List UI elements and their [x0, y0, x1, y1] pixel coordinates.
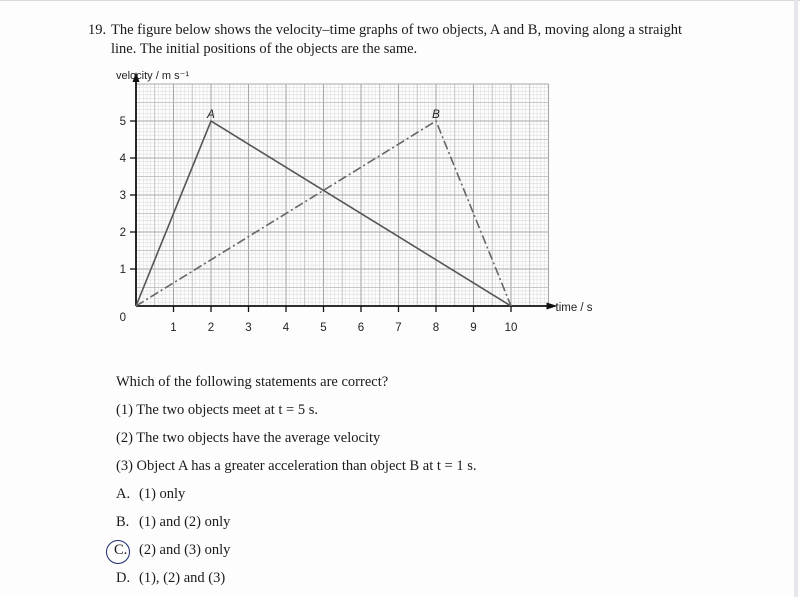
- x-tick-label: 10: [504, 322, 518, 334]
- y-tick-label: 1: [119, 264, 126, 276]
- x-tick-label: 1: [170, 322, 177, 334]
- question-text-line-1: The figure below shows the velocity–time graphs of two objects, A and B, moving along a straight: [111, 22, 683, 38]
- x-tick-label: 7: [395, 322, 402, 334]
- x-tick-label: 6: [357, 322, 365, 334]
- option-a-letter[interactable]: A.: [116, 486, 131, 502]
- statement-1: (1) The two objects meet at t = 5 s.: [116, 402, 319, 418]
- question-number: 19.: [88, 22, 107, 38]
- y-tick-label: 4: [119, 153, 126, 165]
- option-c-letter[interactable]: C.: [114, 542, 128, 558]
- series-label-b: B: [432, 109, 440, 121]
- option-b-letter[interactable]: B.: [116, 514, 130, 530]
- option-c-text[interactable]: (2) and (3) only: [139, 542, 231, 558]
- x-tick-label: 2: [207, 322, 215, 334]
- question-prompt: Which of the following statements are correct?: [116, 374, 389, 390]
- option-d-letter[interactable]: D.: [116, 570, 131, 586]
- question-text-line-2: line. The initial positions of the objects are the same.: [111, 41, 418, 57]
- option-a-text[interactable]: (1) only: [139, 486, 186, 502]
- x-tick-label: 4: [282, 322, 290, 334]
- x-tick-label: 5: [320, 322, 327, 334]
- x-axis-label: time / s: [555, 302, 593, 314]
- y-axis-label: velocity / m s⁻¹: [116, 70, 190, 82]
- x-tick-label: 9: [470, 322, 477, 334]
- y-tick-label: 2: [119, 227, 126, 239]
- statement-3: (3) Object A has a greater acceleration than object B at t = 1 s.: [116, 458, 477, 474]
- y-tick-label: 5: [119, 116, 126, 128]
- option-b-text[interactable]: (1) and (2) only: [139, 514, 231, 530]
- chart-grid: [136, 84, 549, 306]
- origin-label: 0: [119, 312, 126, 324]
- statement-2: (2) The two objects have the average velocity: [116, 430, 381, 446]
- x-tick-label: 8: [432, 322, 440, 334]
- x-tick-label: 3: [245, 322, 252, 334]
- y-tick-label: 3: [119, 190, 126, 202]
- option-d-text[interactable]: (1), (2) and (3): [139, 570, 226, 586]
- series-label-a: A: [207, 109, 215, 121]
